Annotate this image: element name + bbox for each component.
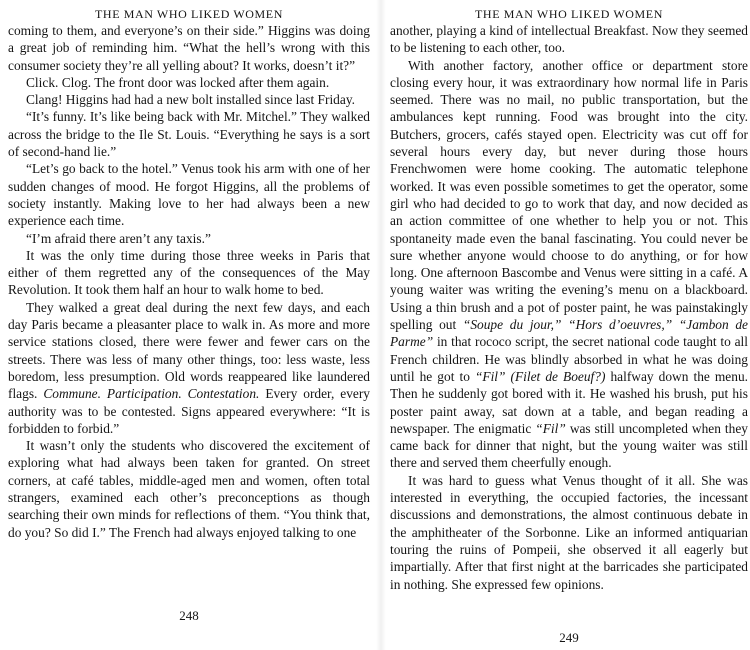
italic-phrase: Commune. Participation. Contestation. <box>43 386 260 402</box>
paragraph: Clang! Higgins had had a new bolt installed since last Friday. <box>26 92 355 108</box>
paragraph: It was hard to guess what Venus thought of it all. She was interested in everything, the occupied factories, the incessant discussions and demonstrations, the almost continuous debate in the amphitheater of the Sorbonne. Like an informed antiquarian touring the ruins of Pompeii, she observed it all eagerly but impartially. After that first night at the barricades she participated in nothing. She expressed few opinions. <box>390 472 748 592</box>
paragraph: It was the only time during those three weeks in Paris that either of them regretted any of the consequences of the May Revolution. It took them half an hour to walk home to bed. <box>8 247 370 298</box>
left-page <box>8 0 370 650</box>
paragraph-text: halfway down the menu. Then he suddenly got bored with it. He washed his brush, put his poster paint away, sat down at a table, and began reading a newspaper. The enigmatic <box>390 368 748 436</box>
paragraph-text: They walked a great deal during the next few days, and each day Paris became a pleasanter place to walk in. As more and more service stations closed, there were fewer and fewer cars on the streets. There was less of many other things, too: less waste, less boredom, less presumption. Old words reappeared like laundered flags. <box>8 299 370 402</box>
book-gutter <box>376 0 386 650</box>
paragraph: Click. Clog. The front door was locked after them again. <box>26 74 330 90</box>
italic-phrase: “Fil” (Filet de Boeuf?) <box>474 368 606 384</box>
right-page-number: 249 <box>559 630 579 645</box>
paragraph: “It’s funny. It’s like being back with Mr. Mitchel.” They walked across the bridge to the Ile St. Louis. “Everything he says is a sort of second-hand lie.” <box>8 109 370 160</box>
paragraph: “I’m afraid there aren’t any taxis.” <box>26 230 211 246</box>
paragraph: another, playing a kind of intellectual Breakfast. Now they seemed to be listening to each other, too. <box>390 23 748 56</box>
italic-phrase: “Soupe du jour,” “Hors d’oeuvres,” “Jambon de Parme” <box>390 317 748 350</box>
paragraph: coming to them, and everyone’s on their side.” Higgins was doing a great job of reminding him. “What the hell’s wrong with this consumer society they’re all yelling about? It works, doesn’t it?” <box>8 23 370 73</box>
paragraph <box>8 299 370 437</box>
paragraph-text: With another factory, another office or department store closing every hour, it was extraordinary how normal life in Paris seemed. There was no mail, no public transportation, but the ambulances kept running. Food was brought into the city. Butchers, grocers, cafés stayed open. Electricity was cut off for several hours every day, but never during those hours Frenchwomen were home cooking. The automatic telephone worked. It was even possible sometimes to get the operator, some girl who had decided to go to work that day, and now decided as an action committee of one whether to help you or not. This spontaneity made even the banal fascinating. You could never be sure whether anyone would choose to do anything, or for how long. One afternoon Bascombe and Venus were sitting in a café. A young waiter was writing the evening’s menu on a blackboard. Using a thin brush and a pot of poster paint, he was painstakingly spelling out <box>390 57 748 333</box>
right-page-text <box>390 22 748 593</box>
paragraph-text: in that rococo script, the secret national code taught to all French children. He was blindly absorbed in what he was doing until he got to <box>390 334 748 384</box>
left-page-number: 248 <box>179 608 199 623</box>
paragraph-text: was still uncompleted when they came back for dinner that night, but the young waiter was still there and served them cheerfully enough. <box>390 420 748 471</box>
left-running-head: THE MAN WHO LIKED WOMEN <box>95 7 283 21</box>
paragraph-text: Every order, every authority was to be contested. Signs appeared everywhere: “It is forbidden to forbid.” <box>8 386 370 436</box>
right-running-head: THE MAN WHO LIKED WOMEN <box>475 7 663 21</box>
paragraph: “Let’s go back to the hotel.” Venus took his arm with one of her sudden changes of mood. He forgot Higgins, all the problems of society instantly. Making love to her had always been a new experience each time. <box>8 161 370 229</box>
paragraph <box>390 57 748 472</box>
paragraph: It wasn’t only the students who discovered the excitement of exploring what had always been taken for granted. On street corners, at café tables, middle-aged men and women, often total strangers, examined each other’s preconceptions as though searching their own minds for reflections of them. “You think that, do you? So did I.” The French had always enjoyed talking to one <box>8 438 370 540</box>
left-page-text <box>8 22 370 541</box>
right-page <box>390 0 748 650</box>
italic-phrase: “Fil” <box>535 420 566 436</box>
